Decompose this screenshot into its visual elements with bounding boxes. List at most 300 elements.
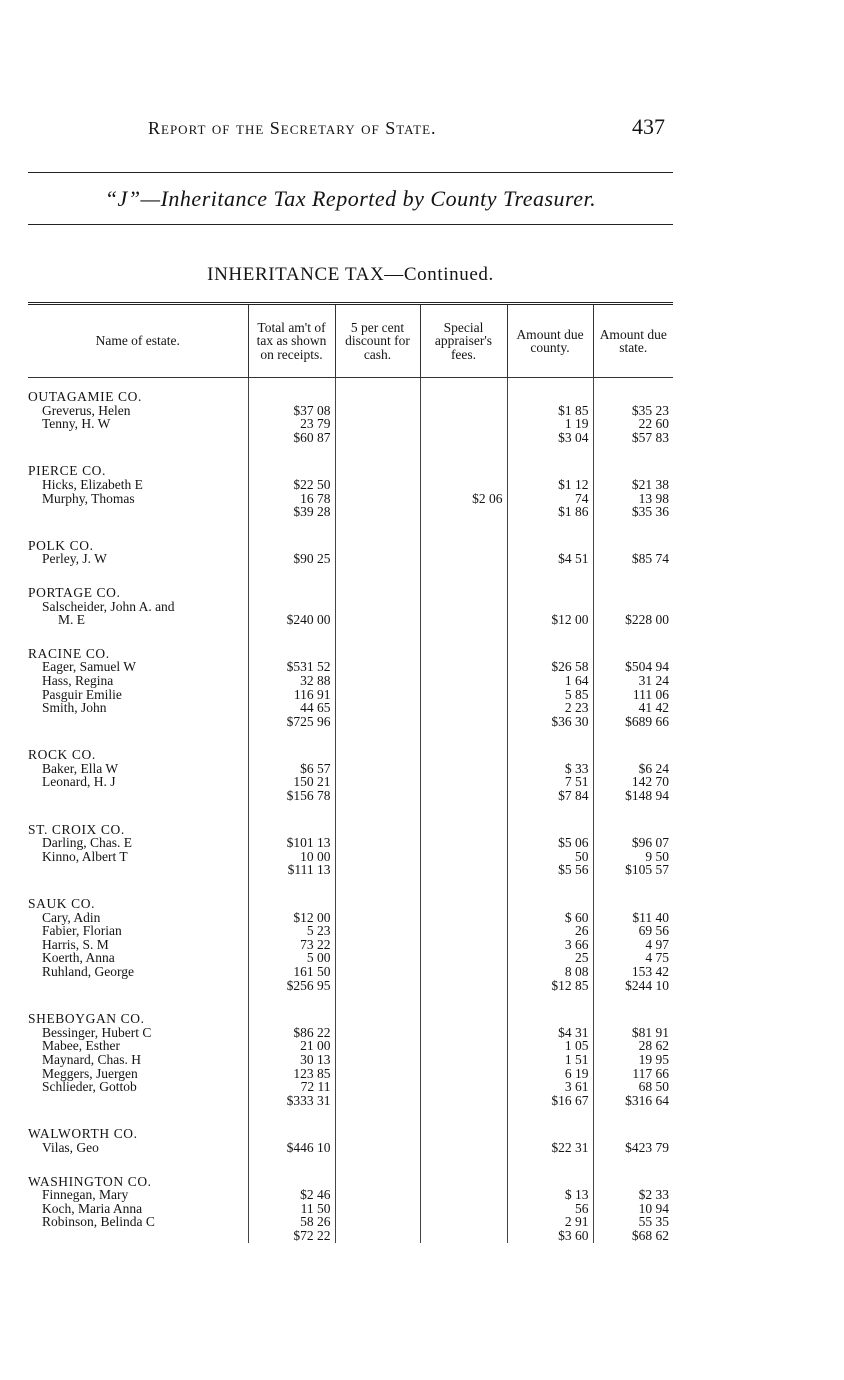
appraiser-cell	[420, 938, 507, 952]
estate-name	[28, 863, 248, 877]
state-cell: 22 60	[593, 417, 673, 431]
discount-cell	[335, 1127, 420, 1141]
spacer-cell	[248, 877, 335, 897]
spacer-cell	[28, 1107, 248, 1127]
state-cell: $316 64	[593, 1094, 673, 1108]
discount-cell	[335, 850, 420, 864]
discount-cell	[335, 1053, 420, 1067]
state-cell: 142 70	[593, 775, 673, 789]
total-row	[28, 431, 673, 445]
spacer-cell	[593, 1155, 673, 1175]
total-cell	[248, 586, 335, 600]
state-cell	[593, 390, 673, 404]
state-cell: 68 50	[593, 1080, 673, 1094]
table-body	[28, 378, 673, 1243]
spacer-cell	[507, 519, 593, 539]
total-row	[28, 1094, 673, 1108]
total-cell: $111 13	[248, 863, 335, 877]
discount-cell	[335, 715, 420, 729]
section-subtitle: “J”—Inheritance Tax Reported by County Treasurer.	[104, 186, 597, 211]
total-cell: $37 08	[248, 404, 335, 418]
appraiser-cell	[420, 539, 507, 553]
county-cell: 2 91	[507, 1215, 593, 1229]
county-cell: $ 60	[507, 911, 593, 925]
county-cell: $4 31	[507, 1026, 593, 1040]
estate-name: Perley, J. W	[42, 551, 107, 567]
total-cell: 11 50	[248, 1202, 335, 1216]
spacer-cell	[420, 728, 507, 748]
state-cell: $21 38	[593, 478, 673, 492]
appraiser-cell	[420, 688, 507, 702]
appraiser-cell	[420, 951, 507, 965]
total-cell: 161 50	[248, 965, 335, 979]
state-cell: $35 36	[593, 505, 673, 519]
appraiser-cell	[420, 1026, 507, 1040]
spacer-cell	[420, 1107, 507, 1127]
total-cell: $256 95	[248, 979, 335, 993]
spacer-cell	[335, 877, 420, 897]
total-cell: $240 00	[248, 613, 335, 627]
table-row	[28, 1188, 673, 1202]
estate-name: Hicks, Elizabeth E	[42, 476, 143, 492]
state-cell: 10 94	[593, 1202, 673, 1216]
total-cell: $12 00	[248, 911, 335, 925]
spacer-cell	[507, 444, 593, 464]
spacer-cell	[28, 444, 248, 464]
county-cell: 50	[507, 850, 593, 864]
discount-cell	[335, 539, 420, 553]
estate-name: Hass, Regina	[42, 672, 114, 688]
county-cell	[507, 600, 593, 614]
spacer-cell	[420, 378, 507, 391]
county-name: RACINE CO.	[28, 645, 110, 661]
subtitle-rule	[28, 224, 673, 225]
total-cell	[248, 539, 335, 553]
total-cell	[248, 823, 335, 837]
total-row	[28, 863, 673, 877]
total-cell: $2 46	[248, 1188, 335, 1202]
discount-cell	[335, 688, 420, 702]
state-cell	[593, 586, 673, 600]
appraiser-cell	[420, 1127, 507, 1141]
total-cell: 123 85	[248, 1067, 335, 1081]
spacer-cell	[593, 627, 673, 647]
table-row	[28, 911, 673, 925]
state-cell	[593, 823, 673, 837]
discount-cell	[335, 1188, 420, 1202]
appraiser-cell	[420, 965, 507, 979]
table-row	[28, 924, 673, 938]
county-cell	[507, 390, 593, 404]
state-cell	[593, 1012, 673, 1026]
table-row	[28, 1039, 673, 1053]
total-cell: $72 22	[248, 1229, 335, 1243]
discount-cell	[335, 586, 420, 600]
total-cell: $531 52	[248, 660, 335, 674]
appraiser-cell	[420, 600, 507, 614]
spacer-row	[28, 1155, 673, 1175]
state-cell: $81 91	[593, 1026, 673, 1040]
appraiser-cell	[420, 863, 507, 877]
county-cell	[507, 647, 593, 661]
discount-cell	[335, 431, 420, 445]
state-cell: 117 66	[593, 1067, 673, 1081]
discount-cell	[335, 924, 420, 938]
total-cell: $90 25	[248, 552, 335, 566]
discount-cell	[335, 748, 420, 762]
appraiser-cell	[420, 911, 507, 925]
spacer-cell	[248, 627, 335, 647]
appraiser-cell	[420, 613, 507, 627]
spacer-row	[28, 444, 673, 464]
county-cell	[507, 823, 593, 837]
estate-name: Cary, Adin	[42, 909, 101, 925]
appraiser-cell	[420, 1080, 507, 1094]
discount-cell	[335, 1067, 420, 1081]
estate-name: Harris, S. M	[42, 936, 109, 952]
estate-name: Maynard, Chas. H	[42, 1051, 141, 1067]
state-cell: 69 56	[593, 924, 673, 938]
state-cell	[593, 897, 673, 911]
county-name: WASHINGTON CO.	[28, 1173, 152, 1189]
estate-name	[28, 1229, 248, 1243]
county-row	[28, 647, 673, 661]
estate-name: Eager, Samuel W	[42, 659, 137, 675]
appraiser-cell	[420, 762, 507, 776]
county-cell	[507, 464, 593, 478]
state-cell	[593, 600, 673, 614]
state-cell: 55 35	[593, 1215, 673, 1229]
discount-cell	[335, 823, 420, 837]
table-row	[28, 1053, 673, 1067]
appraiser-cell	[420, 464, 507, 478]
county-cell	[507, 1012, 593, 1026]
spacer-cell	[335, 803, 420, 823]
state-cell: $504 94	[593, 660, 673, 674]
appraiser-cell	[420, 979, 507, 993]
county-name: OUTAGAMIE CO.	[28, 389, 142, 404]
discount-cell	[335, 775, 420, 789]
state-cell	[593, 539, 673, 553]
county-name: PORTAGE CO.	[28, 584, 121, 600]
state-cell: $68 62	[593, 1229, 673, 1243]
appraiser-cell	[420, 1039, 507, 1053]
state-cell	[593, 647, 673, 661]
county-cell: $5 06	[507, 836, 593, 850]
appraiser-cell	[420, 478, 507, 492]
discount-cell	[335, 613, 420, 627]
total-cell: 116 91	[248, 688, 335, 702]
spacer-cell	[507, 803, 593, 823]
total-cell: 32 88	[248, 674, 335, 688]
estate-name	[28, 715, 248, 729]
estate-name: Koch, Maria Anna	[42, 1200, 143, 1216]
discount-cell	[335, 674, 420, 688]
county-name: PIERCE CO.	[28, 463, 107, 479]
state-cell	[593, 1127, 673, 1141]
estate-name: Leonard, H. J	[42, 774, 116, 790]
estate-name: Salscheider, John A. and	[42, 598, 175, 614]
total-row	[28, 979, 673, 993]
state-cell: 4 75	[593, 951, 673, 965]
total-row	[28, 715, 673, 729]
county-cell: $5 56	[507, 863, 593, 877]
total-cell: 5 23	[248, 924, 335, 938]
county-cell: $36 30	[507, 715, 593, 729]
table-row	[28, 762, 673, 776]
appraiser-cell	[420, 1141, 507, 1155]
spacer-cell	[335, 444, 420, 464]
total-cell: $60 87	[248, 431, 335, 445]
discount-cell	[335, 1094, 420, 1108]
state-cell: $6 24	[593, 762, 673, 776]
spacer-cell	[335, 992, 420, 1012]
spacer-cell	[507, 1155, 593, 1175]
county-name: SHEBOYGAN CO.	[28, 1011, 145, 1027]
table-row	[28, 1215, 673, 1229]
county-cell: $ 13	[507, 1188, 593, 1202]
estate-name: Kinno, Albert T	[42, 848, 128, 864]
discount-cell	[335, 965, 420, 979]
appraiser-cell	[420, 1175, 507, 1189]
total-cell: 72 11	[248, 1080, 335, 1094]
table-row	[28, 701, 673, 715]
estate-name: Meggers, Juergen	[42, 1065, 138, 1081]
appraiser-cell	[420, 1202, 507, 1216]
discount-cell	[335, 911, 420, 925]
estate-name: Bessinger, Hubert C	[42, 1024, 152, 1040]
county-cell	[507, 897, 593, 911]
spacer-cell	[335, 627, 420, 647]
county-name: WALWORTH CO.	[28, 1126, 138, 1142]
col-amount-county: Amount due county.	[507, 304, 593, 378]
spacer-cell	[28, 877, 248, 897]
discount-cell	[335, 417, 420, 431]
county-cell: $7 84	[507, 789, 593, 803]
state-cell: $11 40	[593, 911, 673, 925]
total-cell: 30 13	[248, 1053, 335, 1067]
total-cell: 73 22	[248, 938, 335, 952]
county-row	[28, 390, 673, 404]
table-row	[28, 478, 673, 492]
discount-cell	[335, 478, 420, 492]
estate-name	[28, 505, 248, 519]
estate-name	[28, 789, 248, 803]
spacer-cell	[420, 627, 507, 647]
county-cell: 74	[507, 492, 593, 506]
county-row	[28, 823, 673, 837]
estate-name	[28, 979, 248, 993]
spacer-cell	[507, 566, 593, 586]
county-cell: $1 85	[507, 404, 593, 418]
appraiser-cell	[420, 1229, 507, 1243]
state-cell: 4 97	[593, 938, 673, 952]
total-cell	[248, 390, 335, 404]
appraiser-cell	[420, 1215, 507, 1229]
state-cell	[593, 748, 673, 762]
total-cell	[248, 647, 335, 661]
col-name-estate: Name of estate.	[28, 304, 248, 378]
spacer-row	[28, 519, 673, 539]
table-row	[28, 600, 673, 614]
state-cell	[593, 464, 673, 478]
state-cell: $105 57	[593, 863, 673, 877]
county-cell: 3 61	[507, 1080, 593, 1094]
discount-cell	[335, 505, 420, 519]
page-number: 437	[632, 114, 665, 139]
discount-cell	[335, 938, 420, 952]
discount-cell	[335, 1175, 420, 1189]
state-cell: $244 10	[593, 979, 673, 993]
discount-cell	[335, 390, 420, 404]
county-cell: $22 31	[507, 1141, 593, 1155]
total-cell: $101 13	[248, 836, 335, 850]
total-cell	[248, 1175, 335, 1189]
table-row	[28, 1202, 673, 1216]
table-row	[28, 775, 673, 789]
state-cell: $689 66	[593, 715, 673, 729]
county-cell	[507, 748, 593, 762]
spacer-cell	[335, 728, 420, 748]
discount-cell	[335, 979, 420, 993]
total-cell	[248, 1012, 335, 1026]
state-cell: 31 24	[593, 674, 673, 688]
appraiser-cell	[420, 417, 507, 431]
county-cell: 2 23	[507, 701, 593, 715]
spacer-cell	[248, 1155, 335, 1175]
spacer-cell	[28, 1155, 248, 1175]
spacer-cell	[420, 566, 507, 586]
appraiser-cell	[420, 647, 507, 661]
spacer-cell	[335, 566, 420, 586]
county-cell: 1 19	[507, 417, 593, 431]
table-row	[28, 613, 673, 627]
estate-name: Robinson, Belinda C	[42, 1214, 155, 1230]
spacer-cell	[507, 992, 593, 1012]
spacer-row	[28, 877, 673, 897]
county-name: SAUK CO.	[28, 896, 96, 912]
table-row	[28, 1080, 673, 1094]
table-row	[28, 404, 673, 418]
county-row	[28, 539, 673, 553]
state-cell: $228 00	[593, 613, 673, 627]
state-cell: $96 07	[593, 836, 673, 850]
spacer-cell	[28, 627, 248, 647]
total-cell: 44 65	[248, 701, 335, 715]
appraiser-cell	[420, 701, 507, 715]
estate-name: Baker, Ella W	[42, 760, 119, 776]
state-cell: $85 74	[593, 552, 673, 566]
col-appraiser-fees: Special appraiser's fees.	[420, 304, 507, 378]
spacer-cell	[248, 519, 335, 539]
spacer-cell	[593, 378, 673, 391]
total-cell: $333 31	[248, 1094, 335, 1108]
county-cell: $3 60	[507, 1229, 593, 1243]
estate-name: Tenny, H. W	[42, 416, 111, 432]
spacer-cell	[28, 803, 248, 823]
total-cell: $22 50	[248, 478, 335, 492]
appraiser-cell	[420, 1067, 507, 1081]
county-cell: $16 67	[507, 1094, 593, 1108]
county-cell: $1 86	[507, 505, 593, 519]
county-cell	[507, 539, 593, 553]
state-cell: 41 42	[593, 701, 673, 715]
table-row	[28, 951, 673, 965]
table-row	[28, 688, 673, 702]
table-row	[28, 552, 673, 566]
discount-cell	[335, 1039, 420, 1053]
county-cell: $1 12	[507, 478, 593, 492]
appraiser-cell	[420, 836, 507, 850]
county-name: POLK CO.	[28, 537, 94, 553]
total-cell: 16 78	[248, 492, 335, 506]
discount-cell	[335, 492, 420, 506]
discount-cell	[335, 836, 420, 850]
discount-cell	[335, 701, 420, 715]
county-cell: 7 51	[507, 775, 593, 789]
state-cell: 153 42	[593, 965, 673, 979]
spacer-row	[28, 728, 673, 748]
discount-cell	[335, 552, 420, 566]
total-cell	[248, 600, 335, 614]
spacer-cell	[420, 519, 507, 539]
appraiser-cell	[420, 586, 507, 600]
appraiser-cell	[420, 715, 507, 729]
spacer-cell	[248, 444, 335, 464]
appraiser-cell	[420, 674, 507, 688]
spacer-cell	[593, 803, 673, 823]
appraiser-cell	[420, 775, 507, 789]
appraiser-cell	[420, 660, 507, 674]
discount-cell	[335, 1141, 420, 1155]
state-cell: 9 50	[593, 850, 673, 864]
total-cell: $39 28	[248, 505, 335, 519]
discount-cell	[335, 762, 420, 776]
spacer-cell	[593, 566, 673, 586]
state-cell: 28 62	[593, 1039, 673, 1053]
total-cell	[248, 464, 335, 478]
estate-name: Ruhland, George	[42, 964, 134, 979]
total-cell	[248, 1127, 335, 1141]
spacer-cell	[593, 1107, 673, 1127]
appraiser-cell	[420, 897, 507, 911]
spacer-cell	[335, 378, 420, 391]
county-cell: $12 85	[507, 979, 593, 993]
col-total-tax: Total am't of tax as shown on receipts.	[248, 304, 335, 378]
discount-cell	[335, 1080, 420, 1094]
state-cell: 111 06	[593, 688, 673, 702]
spacer-cell	[507, 627, 593, 647]
county-cell: 56	[507, 1202, 593, 1216]
discount-cell	[335, 1202, 420, 1216]
discount-cell	[335, 600, 420, 614]
spacer-row	[28, 1107, 673, 1127]
estate-name: Darling, Chas. E	[42, 835, 132, 851]
spacer-cell	[248, 728, 335, 748]
table-row	[28, 965, 673, 979]
top-rule	[28, 172, 673, 173]
total-row	[28, 1229, 673, 1243]
county-cell: 1 64	[507, 674, 593, 688]
table-row	[28, 850, 673, 864]
appraiser-cell: $2 06	[420, 492, 507, 506]
discount-cell	[335, 789, 420, 803]
county-row	[28, 1012, 673, 1026]
discount-cell	[335, 660, 420, 674]
spacer-cell	[420, 803, 507, 823]
spacer-cell	[248, 1107, 335, 1127]
table-row	[28, 417, 673, 431]
